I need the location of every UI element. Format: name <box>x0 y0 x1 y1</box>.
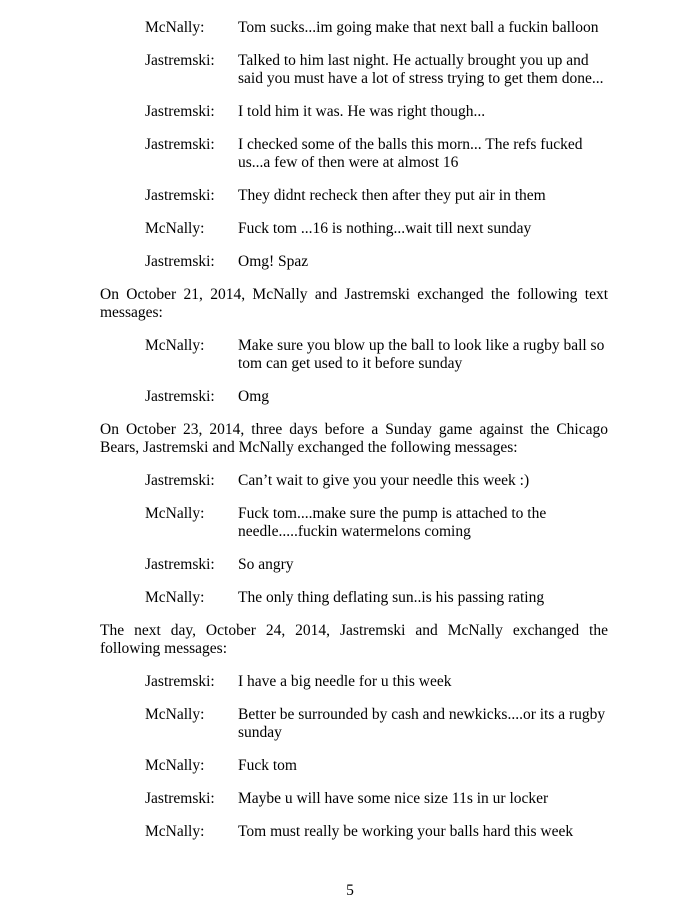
message-line <box>145 187 608 205</box>
message-speaker: McNally: <box>145 19 205 36</box>
message-text: They didnt recheck then after they put air in them <box>238 187 546 204</box>
narrative-paragraph: On October 23, 2014, three days before a Sunday game against the Chicago Bears, Jastremski and McNally exchanged the following messages: <box>100 421 608 456</box>
message-speaker: Jastremski: <box>145 472 215 489</box>
message-text: Talked to him last night. He actually brought you up and said you must have a lot of stress trying to get them done... <box>238 52 604 87</box>
message-speaker: McNally: <box>145 220 205 237</box>
message-line <box>145 136 608 172</box>
message-text: The only thing deflating sun..is his passing rating <box>238 589 545 606</box>
message-line <box>145 337 608 373</box>
message-text: Maybe u will have some nice size 11s in ur locker <box>238 790 549 807</box>
message-speaker: McNally: <box>145 706 205 723</box>
message-text: Fuck tom....make sure the pump is attached to the needle.....fuckin watermelons coming <box>238 505 547 540</box>
message-text: I checked some of the balls this morn... The refs fucked us...a few of then were at almost 16 <box>238 136 583 171</box>
message-speaker: Jastremski: <box>145 556 215 573</box>
message-speaker: Jastremski: <box>145 253 215 270</box>
page-number: 5 <box>346 882 354 899</box>
message-text: Better be surrounded by cash and newkicks....or its a rugby sunday <box>238 706 606 741</box>
message-speaker: McNally: <box>145 589 205 606</box>
message-text: Omg <box>238 388 269 405</box>
message-line <box>145 556 608 574</box>
message-text: Can’t wait to give you your needle this week :) <box>238 472 530 489</box>
message-text: Tom sucks...im going make that next ball a fuckin balloon <box>238 19 599 36</box>
message-speaker: McNally: <box>145 757 205 774</box>
message-line <box>145 790 608 808</box>
message-line <box>145 589 608 607</box>
message-line <box>145 757 608 775</box>
document-body <box>100 19 608 856</box>
message-line <box>145 388 608 406</box>
message-line <box>145 472 608 490</box>
message-line <box>145 52 608 88</box>
message-line <box>145 19 608 37</box>
message-line <box>145 220 608 238</box>
message-line <box>145 103 608 121</box>
message-text: Fuck tom <box>238 757 297 774</box>
message-speaker: Jastremski: <box>145 388 215 405</box>
message-text: I told him it was. He was right though... <box>238 103 486 120</box>
message-text: Make sure you blow up the ball to look like a rugby ball so tom can get used to it before sunday <box>238 337 605 372</box>
message-speaker: McNally: <box>145 823 205 840</box>
message-text: So angry <box>238 556 294 573</box>
message-line <box>145 706 608 742</box>
message-speaker: Jastremski: <box>145 673 215 690</box>
message-line <box>145 673 608 691</box>
message-text: Tom must really be working your balls hard this week <box>238 823 574 840</box>
message-line <box>145 505 608 541</box>
message-speaker: Jastremski: <box>145 103 215 120</box>
message-text: Fuck tom ...16 is nothing...wait till next sunday <box>238 220 532 237</box>
message-line <box>145 823 608 841</box>
message-line <box>145 253 608 271</box>
message-speaker: McNally: <box>145 505 205 522</box>
narrative-paragraph: The next day, October 24, 2014, Jastremski and McNally exchanged the following messages: <box>100 622 608 657</box>
message-speaker: Jastremski: <box>145 790 215 807</box>
message-speaker: Jastremski: <box>145 187 215 204</box>
message-text: I have a big needle for u this week <box>238 673 452 690</box>
message-speaker: Jastremski: <box>145 52 215 69</box>
message-speaker: McNally: <box>145 337 205 354</box>
message-speaker: Jastremski: <box>145 136 215 153</box>
message-text: Omg! Spaz <box>238 253 309 270</box>
narrative-paragraph: On October 21, 2014, McNally and Jastremski exchanged the following text messages: <box>100 286 608 321</box>
